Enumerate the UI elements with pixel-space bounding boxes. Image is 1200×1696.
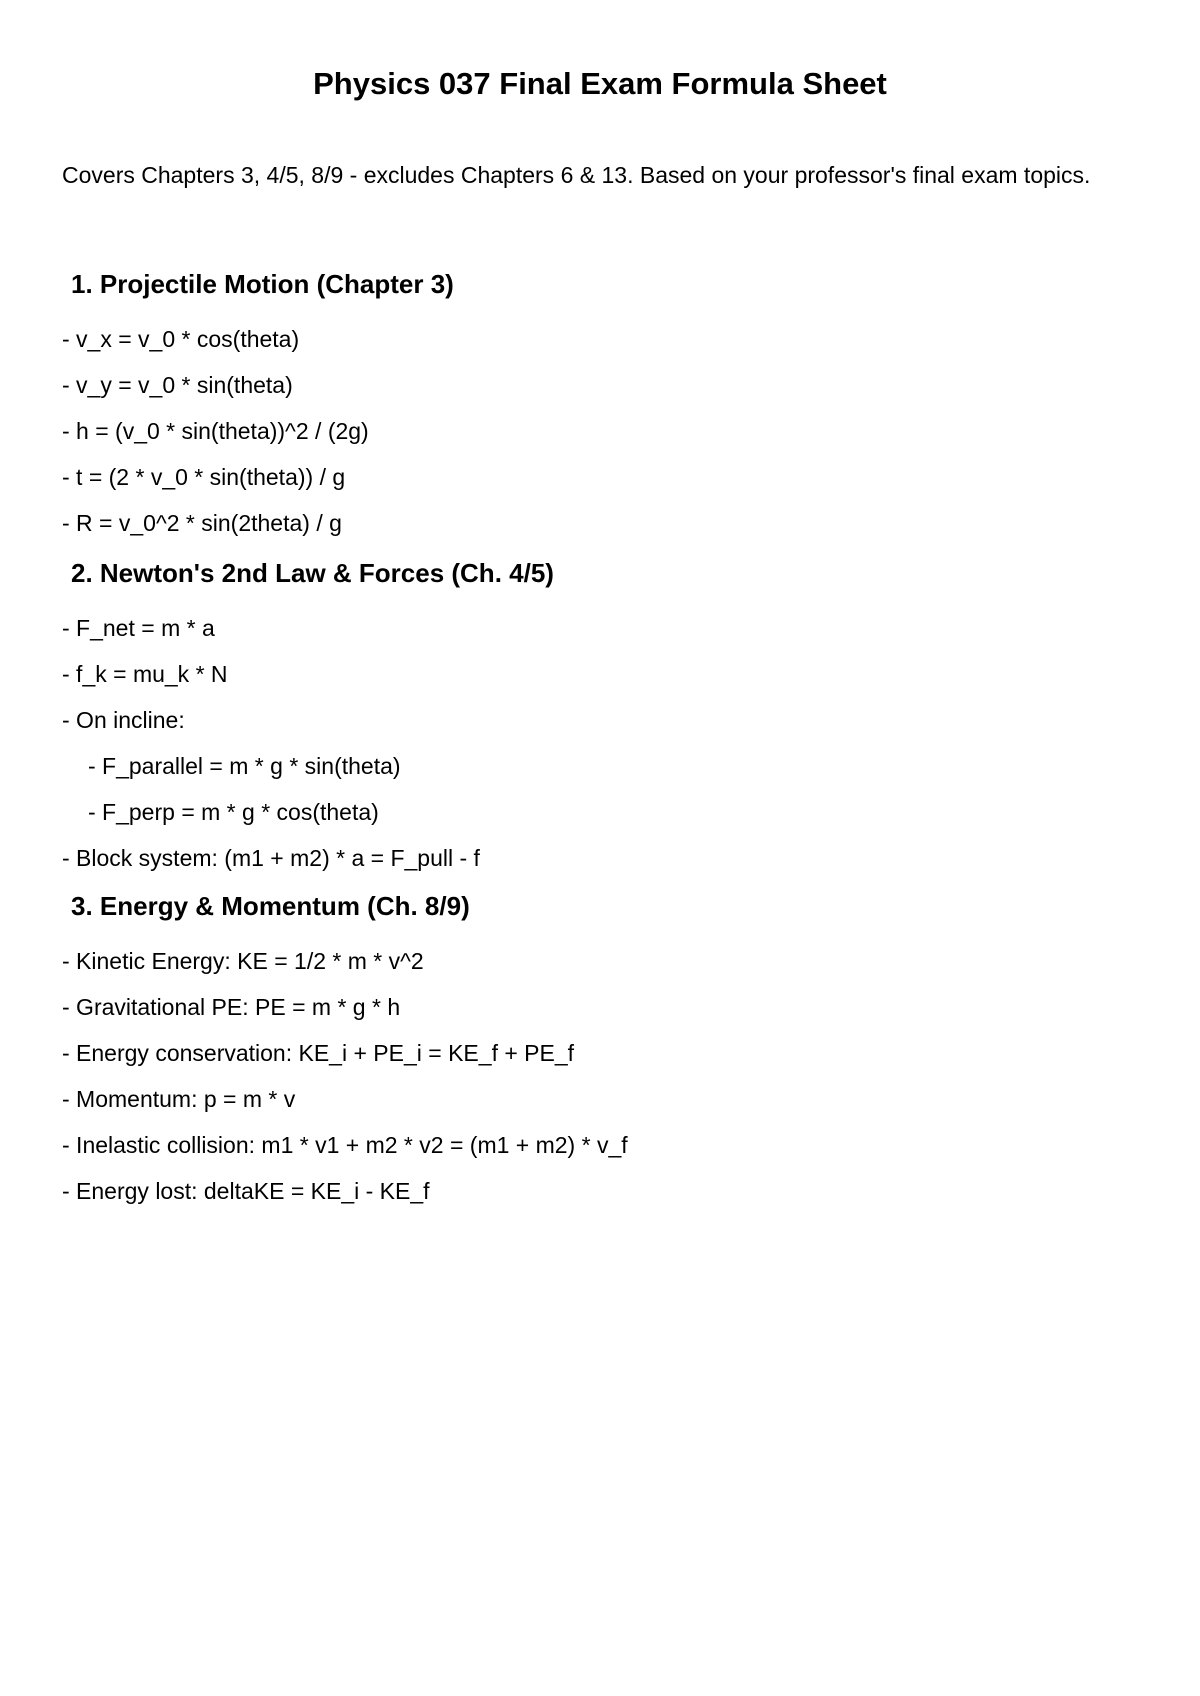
formula-subitem: - F_perp = m * g * cos(theta) — [88, 799, 379, 825]
formula-item: - R = v_0^2 * sin(2theta) / g — [62, 510, 342, 536]
intro-paragraph: Covers Chapters 3, 4/5, 8/9 - excludes Chapters 6 & 13. Based on your professor's final exam topics. — [62, 162, 1091, 188]
section-heading: 3. Energy & Momentum (Ch. 8/9) — [71, 891, 470, 921]
formula-subitem: - F_parallel = m * g * sin(theta) — [88, 753, 401, 779]
formula-item: - Energy lost: deltaKE = KE_i - KE_f — [62, 1178, 430, 1204]
formula-item: - Gravitational PE: PE = m * g * h — [62, 994, 401, 1020]
formula-item: - F_net = m * a — [62, 615, 215, 641]
section-heading: 1. Projectile Motion (Chapter 3) — [71, 269, 454, 299]
formula-item: - v_x = v_0 * cos(theta) — [62, 326, 300, 352]
formula-list — [62, 605, 1062, 881]
formula-item: - f_k = mu_k * N — [62, 661, 228, 687]
section-heading: 2. Newton's 2nd Law & Forces (Ch. 4/5) — [71, 558, 554, 588]
formula-item: - h = (v_0 * sin(theta))^2 / (2g) — [62, 418, 369, 444]
section-projectile-motion — [62, 266, 1062, 546]
formula-item: - Kinetic Energy: KE = 1/2 * m * v^2 — [62, 948, 424, 974]
formula-list — [62, 938, 1062, 1214]
formula-item: - Block system: (m1 + m2) * a = F_pull - f — [62, 845, 480, 871]
document-title: Physics 037 Final Exam Formula Sheet — [313, 66, 887, 101]
formula-item: - v_y = v_0 * sin(theta) — [62, 372, 293, 398]
section-newtons-laws — [62, 555, 1062, 881]
formula-list — [62, 316, 1062, 546]
section-energy-momentum — [62, 888, 1062, 1214]
formula-item: - t = (2 * v_0 * sin(theta)) / g — [62, 464, 346, 490]
formula-item: - Energy conservation: KE_i + PE_i = KE_f + PE_f — [62, 1040, 575, 1066]
formula-item: - Momentum: p = m * v — [62, 1086, 296, 1112]
formula-item: - On incline: — [62, 707, 185, 733]
formula-item: - Inelastic collision: m1 * v1 + m2 * v2 = (m1 + m2) * v_f — [62, 1132, 628, 1158]
